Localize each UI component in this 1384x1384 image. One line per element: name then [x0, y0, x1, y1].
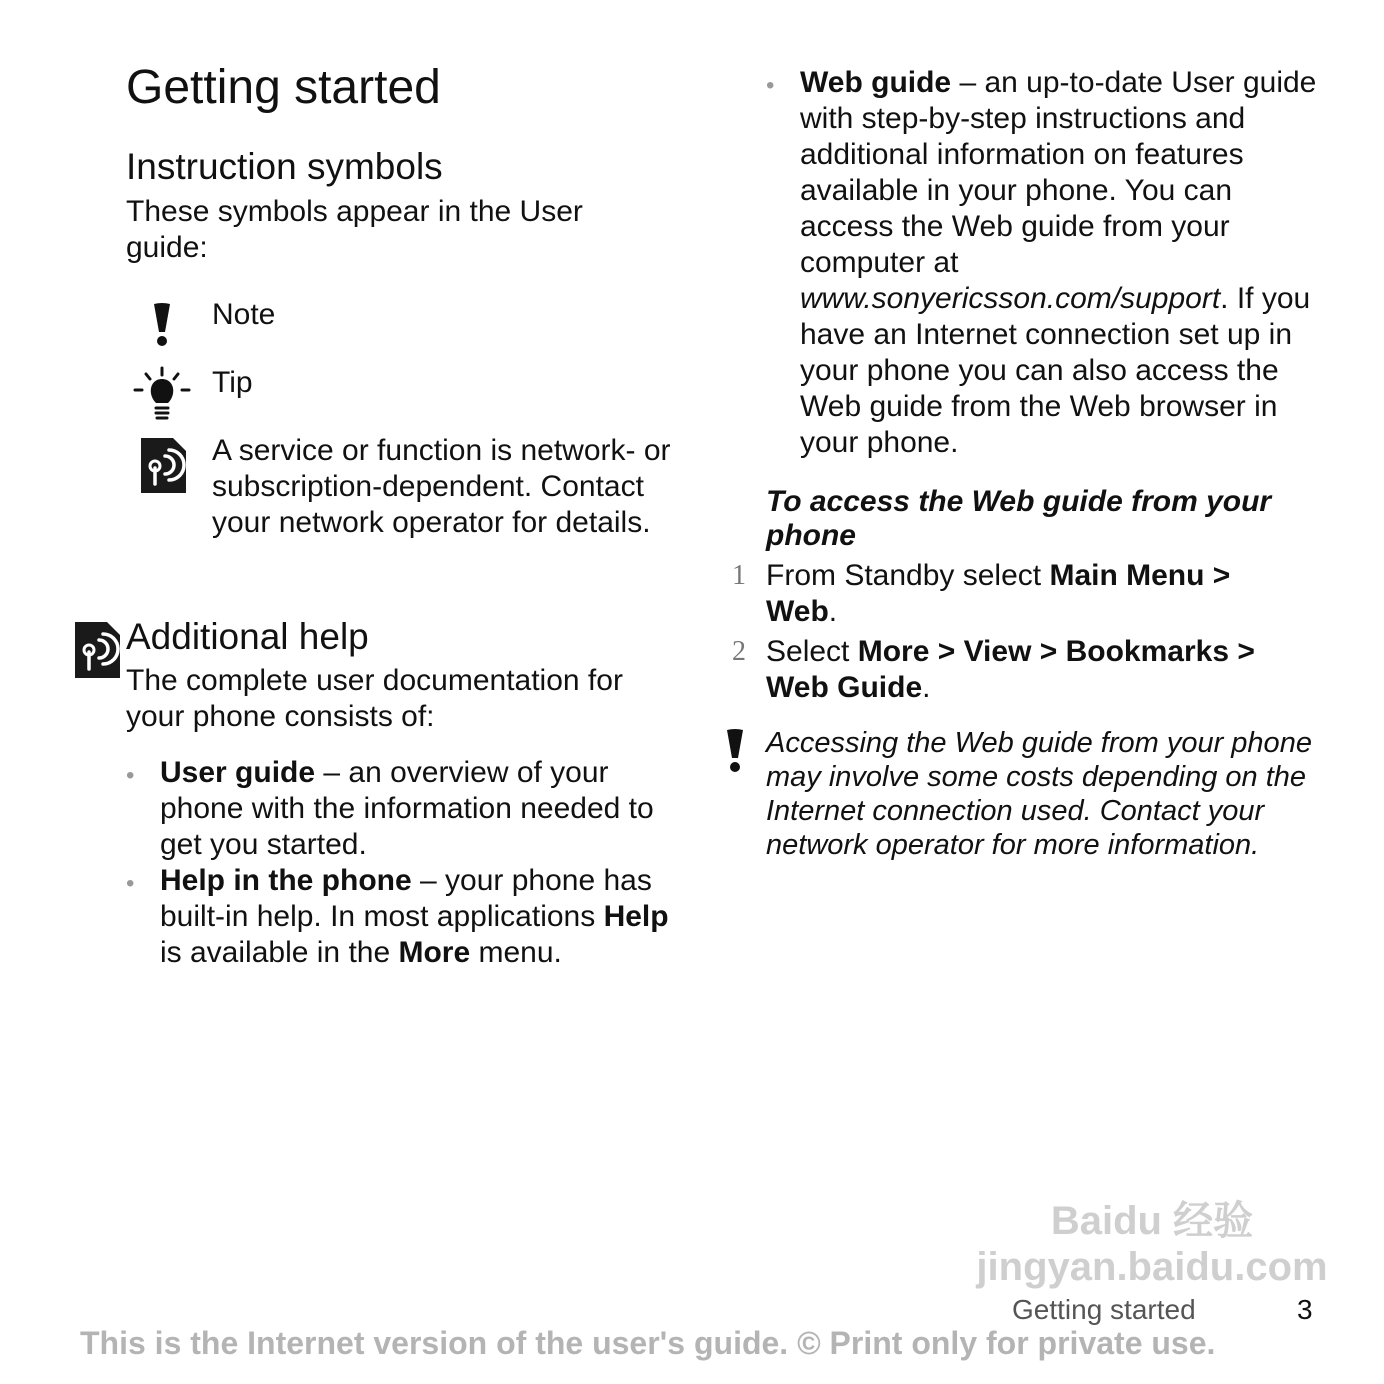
item-title: Help in the phone	[160, 864, 412, 897]
symbol-label-tip: Tip	[212, 366, 253, 399]
list-item-user-guide	[160, 755, 680, 863]
section-heading-instruction-symbols: Instruction symbols	[126, 146, 443, 187]
page-title: Getting started	[126, 61, 441, 114]
footer-section: Getting started	[1012, 1294, 1196, 1325]
step-end: .	[922, 671, 931, 704]
item-text: . If you have an Internet connection set up in your phone you can also access the Web guide from the Web browser in your phone.	[800, 282, 1311, 459]
bullet: •	[766, 72, 775, 99]
network-service-icon	[141, 438, 186, 493]
item-title: User guide	[160, 756, 316, 789]
step-bold: More > View > Bookmarks > Web Guide	[766, 635, 1255, 704]
step-2	[766, 634, 1306, 706]
instruction-intro: These symbols appear in the User guide:	[126, 195, 583, 264]
note-icon	[150, 302, 174, 348]
baidu-watermark: Baidu 经验 jingyan.baidu.com	[976, 1199, 1328, 1289]
item-bold: Help	[603, 900, 669, 933]
additional-help-intro: The complete user documentation for your phone consists of:	[126, 664, 623, 733]
disclaimer: This is the Internet version of the user's guide. © Print only for private use.	[80, 1325, 1216, 1361]
section-heading-additional-help: Additional help	[126, 616, 369, 657]
list-item-help-in-phone	[160, 863, 680, 971]
item-text: – an overview of your phone with the information needed to get you started.	[160, 756, 654, 861]
step-1	[766, 558, 1306, 630]
item-bold: More	[398, 936, 471, 969]
step-text: From Standby select	[766, 559, 1050, 592]
step-number: 2	[732, 636, 746, 667]
item-text: menu.	[470, 936, 562, 969]
step-end: .	[828, 595, 838, 628]
step-number: 1	[732, 560, 746, 591]
symbol-label-network: A service or function is network- or subscription-dependent. Contact your network operator for details.	[212, 434, 671, 539]
procedure-heading: To access the Web guide from your phone	[766, 485, 1272, 552]
item-text: is available in the	[160, 936, 399, 969]
symbol-label-note: Note	[212, 298, 276, 331]
tip-icon	[132, 366, 192, 420]
bullet: •	[126, 870, 135, 897]
support-url[interactable]: www.sonyericsson.com/support	[800, 282, 1221, 315]
list-item-web-guide	[800, 65, 1320, 461]
network-service-icon	[75, 622, 120, 678]
item-text: – an up-to-date User guide with step-by-step instructions and additional information on features available in your phone. You can access the Web guide from your computer at	[800, 66, 1317, 279]
item-title: Web guide	[800, 66, 952, 99]
note-icon	[723, 728, 747, 774]
item-text: – your phone has built-in help. In most applications	[160, 864, 652, 933]
procedure-note: Accessing the Web guide from your phone may involve some costs depending on the Internet connection used. Contact your network operator for more information.	[766, 727, 1312, 861]
page-number: 3	[1297, 1294, 1313, 1325]
bullet: •	[126, 762, 135, 789]
step-bold: Main Menu > Web	[766, 559, 1231, 628]
step-text: Select	[766, 635, 858, 668]
